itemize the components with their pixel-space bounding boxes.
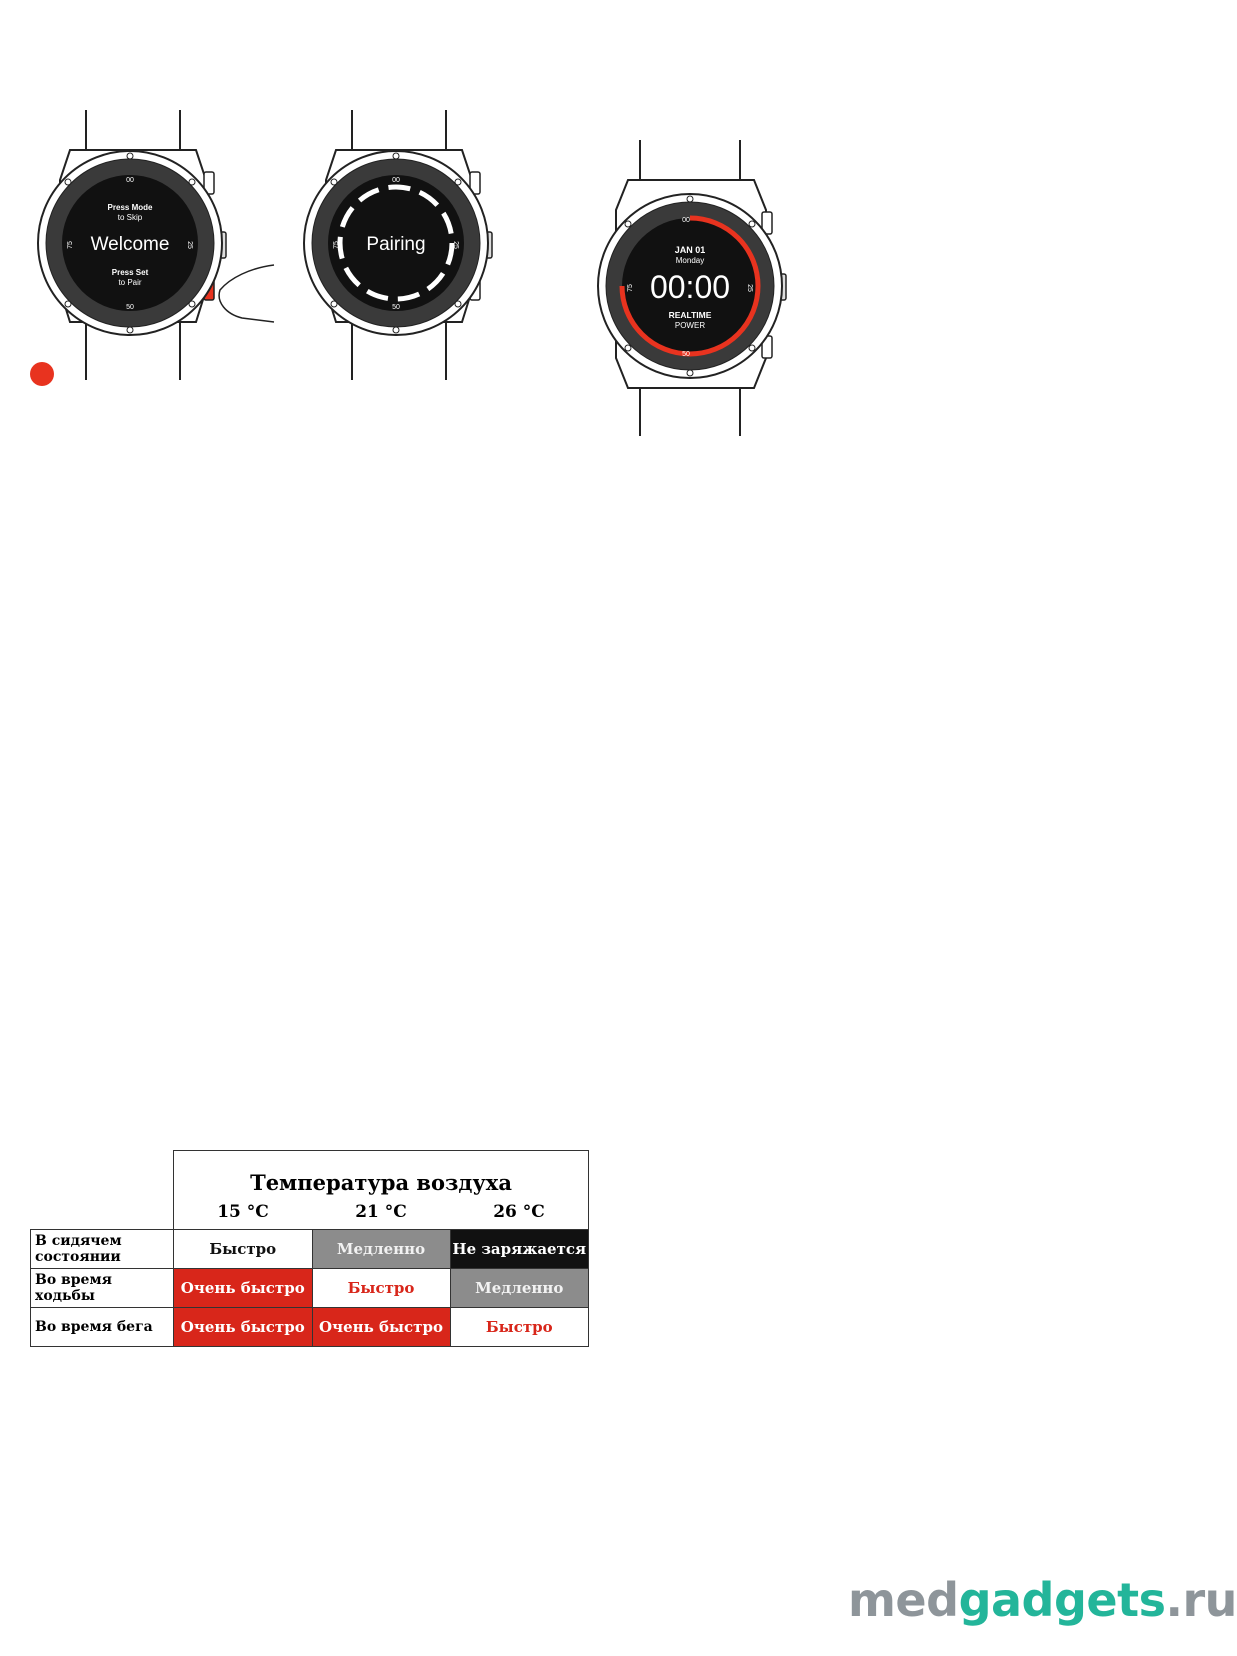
screen-label-realtime: REALTIME	[668, 310, 712, 320]
table-cell: Не заряжается	[450, 1230, 589, 1269]
screen-time: 00:00	[649, 269, 731, 305]
row-label: Во время ходьбы	[31, 1269, 174, 1308]
table-cell: Быстро	[450, 1308, 589, 1347]
row-label: Во время бега	[31, 1308, 174, 1347]
tick-label: 25	[746, 284, 753, 292]
screen-pairing: Pairing	[366, 234, 426, 255]
table-row	[31, 1308, 589, 1347]
screen-hint-top-sub: to Skip	[117, 213, 143, 222]
screen-hint-bottom: Press Set	[111, 268, 149, 277]
charging-speed-table	[30, 1150, 589, 1347]
screen-date: JAN 01	[674, 245, 706, 255]
table-cell: Медленно	[312, 1230, 450, 1269]
watch-time-illustration	[600, 140, 820, 440]
tick-label: 25	[186, 241, 193, 249]
table-cell: Очень быстро	[174, 1269, 313, 1308]
logo-part: .ru	[1165, 1573, 1237, 1627]
table-row	[31, 1269, 589, 1308]
table-title: Температура воздуха	[174, 1151, 589, 1196]
tick-label: 00	[682, 217, 690, 224]
tick-label: 25	[452, 241, 459, 249]
screen-label-power: POWER	[674, 321, 706, 330]
row-label: В сидячем состоянии	[31, 1230, 174, 1269]
screen-day: Monday	[675, 256, 705, 265]
temp-header: 26 °C	[450, 1195, 589, 1230]
tick-label: 00	[126, 177, 134, 184]
tick-label: 50	[682, 351, 690, 358]
screen-welcome: Welcome	[90, 234, 170, 255]
temp-header: 21 °C	[312, 1195, 450, 1230]
finger-icon	[219, 265, 274, 322]
table-cell: Медленно	[450, 1269, 589, 1308]
tick-label: 75	[627, 284, 634, 292]
screen-hint-top: Press Mode	[107, 203, 153, 212]
tick-label: 75	[333, 241, 340, 249]
watch-pairing-illustration	[296, 110, 516, 390]
tick-label: 50	[392, 304, 400, 311]
watch-welcome-illustration	[30, 110, 290, 390]
screen-hint-bottom-sub: to Pair	[118, 278, 142, 287]
logo-part: gadgets	[958, 1573, 1166, 1627]
table-cell: Быстро	[174, 1230, 313, 1269]
tick-label: 75	[67, 241, 74, 249]
logo-part: med	[848, 1573, 959, 1627]
temp-header: 15 °C	[174, 1195, 313, 1230]
tick-label: 00	[392, 177, 400, 184]
table-cell: Быстро	[312, 1269, 450, 1308]
site-logo[interactable]	[848, 1573, 1237, 1627]
table-cell: Очень быстро	[174, 1308, 313, 1347]
table-row	[31, 1230, 589, 1269]
table-cell: Очень быстро	[312, 1308, 450, 1347]
tick-label: 50	[126, 304, 134, 311]
step-indicator-dot	[30, 362, 54, 386]
